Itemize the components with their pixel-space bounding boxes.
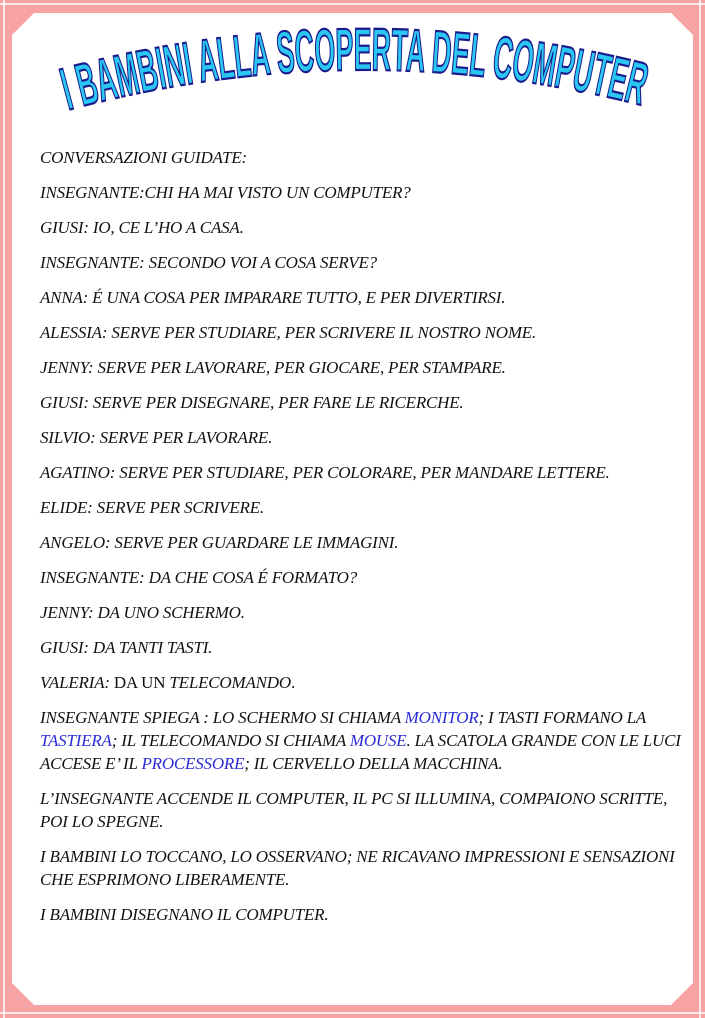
line-intro: CONVERSAZIONI GUIDATE: [40,148,247,167]
explain-part-1: INSEGNANTE SPIEGA : LO SCHERMO SI CHIAMA [40,708,405,727]
line-explanation [40,706,685,775]
line-alessia: ALESSIA: SERVE PER STUDIARE, PER SCRIVERE IL NOSTRO NOME. [40,323,537,342]
line-giusi-3: GIUSI: DA TANTI TASTI. [40,638,213,657]
explain-part-5: ; IL CERVELLO DELLA MACCHINA. [244,754,503,773]
line-valeria [40,671,685,694]
line-elide: ELIDE: SERVE PER SCRIVERE. [40,498,264,517]
line-question-1: INSEGNANTE:CHI HA MAI VISTO UN COMPUTER? [40,183,411,202]
line-question-3: INSEGNANTE: DA CHE COSA É FORMATO? [40,568,357,587]
title-wordart [0,0,705,140]
valeria-speaker: VALERIA: [40,673,110,692]
term-processore: PROCESSORE [141,754,245,773]
line-giusi-1: GIUSI: IO, CE L’HO A CASA. [40,218,244,237]
explain-part-3: ; IL TELECOMANDO SI CHIAMA [111,731,350,750]
line-closing-1: L’INSEGNANTE ACCENDE IL COMPUTER, IL PC SI ILLUMINA, COMPAIONO SCRITTE, POI LO SPEGNE. [40,789,668,831]
corner-bottom-left [12,983,34,1005]
valeria-word: TELECOMANDO [169,673,291,692]
line-question-2: INSEGNANTE: SECONDO VOI A COSA SERVE? [40,253,377,272]
explain-part-4: . LA SCATOLA GRANDE CON LE LUCI ACCESE E’ IL [40,731,681,773]
line-silvio: SILVIO: SERVE PER LAVORARE. [40,428,273,447]
line-angelo: ANGELO: SERVE PER GUARDARE LE IMMAGINI. [40,533,399,552]
valeria-end: . [290,673,295,692]
term-mouse: MOUSE [349,731,407,750]
line-closing-3: I BAMBINI DISEGNANO IL COMPUTER. [40,905,329,924]
corner-bottom-right [671,983,693,1005]
term-tastiera: TASTIERA [40,731,112,750]
line-anna: ANNA: É UNA COSA PER IMPARARE TUTTO, E PER DIVERTIRSI. [40,288,506,307]
line-jenny-1: JENNY: SERVE PER LAVORARE, PER GIOCARE, PER STAMPARE. [40,358,506,377]
term-monitor: MONITOR [404,708,479,727]
conversation-text [40,146,685,938]
line-closing-2: I BAMBINI LO TOCCANO, LO OSSERVANO; NE RICAVANO IMPRESSIONI E SENSAZIONI CHE ESPRIMONO LIBERAMENTE. [40,847,675,889]
line-giusi-2: GIUSI: SERVE PER DISEGNARE, PER FARE LE RICERCHE. [40,393,464,412]
line-jenny-2: JENNY: DA UNO SCHERMO. [40,603,245,622]
line-agatino: AGATINO: SERVE PER STUDIARE, PER COLORARE, PER MANDARE LETTERE. [40,463,610,482]
explain-part-2: ; I TASTI FORMANO LA [478,708,646,727]
valeria-plain: DA UN [113,673,166,692]
page-title: I BAMBINI ALLA SCOPERTA DEL COMPUTER [54,15,678,124]
